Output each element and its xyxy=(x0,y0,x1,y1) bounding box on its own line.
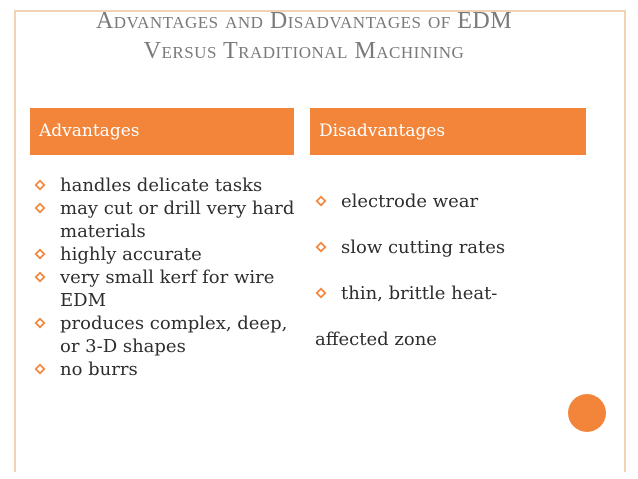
list-item xyxy=(315,328,595,351)
list-item xyxy=(34,312,304,358)
frame-left-border xyxy=(14,10,16,472)
bullet-icon xyxy=(315,241,327,253)
bullet-icon xyxy=(34,248,46,260)
advantage-text: no burrs xyxy=(60,359,138,380)
list-item xyxy=(34,358,304,381)
list-item xyxy=(34,174,304,197)
list-item xyxy=(34,243,304,266)
disadvantages-list xyxy=(315,190,595,374)
advantage-text: produces complex, deep, or 3-D shapes xyxy=(60,313,288,357)
list-item xyxy=(34,266,304,312)
advantages-header: Advantages xyxy=(30,108,294,155)
decorative-circle xyxy=(568,394,606,432)
bullet-icon xyxy=(34,202,46,214)
advantage-text: may cut or drill very hard materials xyxy=(60,198,295,242)
advantage-text: highly accurate xyxy=(60,244,202,265)
list-item xyxy=(315,282,595,305)
list-item xyxy=(315,190,595,213)
slide-title xyxy=(30,6,578,66)
bullet-icon xyxy=(34,179,46,191)
title-line-1: Advantages and Disadvantages of EDM xyxy=(95,8,513,34)
disadvantage-text: thin, brittle heat- xyxy=(341,283,498,304)
bullet-icon xyxy=(34,317,46,329)
bullet-icon xyxy=(315,195,327,207)
disadvantage-text: electrode wear xyxy=(341,191,479,212)
bullet-icon xyxy=(34,271,46,283)
advantages-list xyxy=(34,174,304,381)
advantage-text: handles delicate tasks xyxy=(60,175,263,196)
bullet-icon xyxy=(315,287,327,299)
frame-right-border xyxy=(624,10,626,472)
list-item xyxy=(315,236,595,259)
advantage-text: very small kerf for wire EDM xyxy=(60,267,275,311)
disadvantages-header: Disadvantages xyxy=(310,108,586,155)
disadvantage-text: affected zone xyxy=(315,329,437,350)
disadvantage-text: slow cutting rates xyxy=(341,237,506,258)
title-line-2: Versus Traditional Machining xyxy=(143,38,465,64)
bullet-icon xyxy=(34,363,46,375)
list-item xyxy=(34,197,304,243)
